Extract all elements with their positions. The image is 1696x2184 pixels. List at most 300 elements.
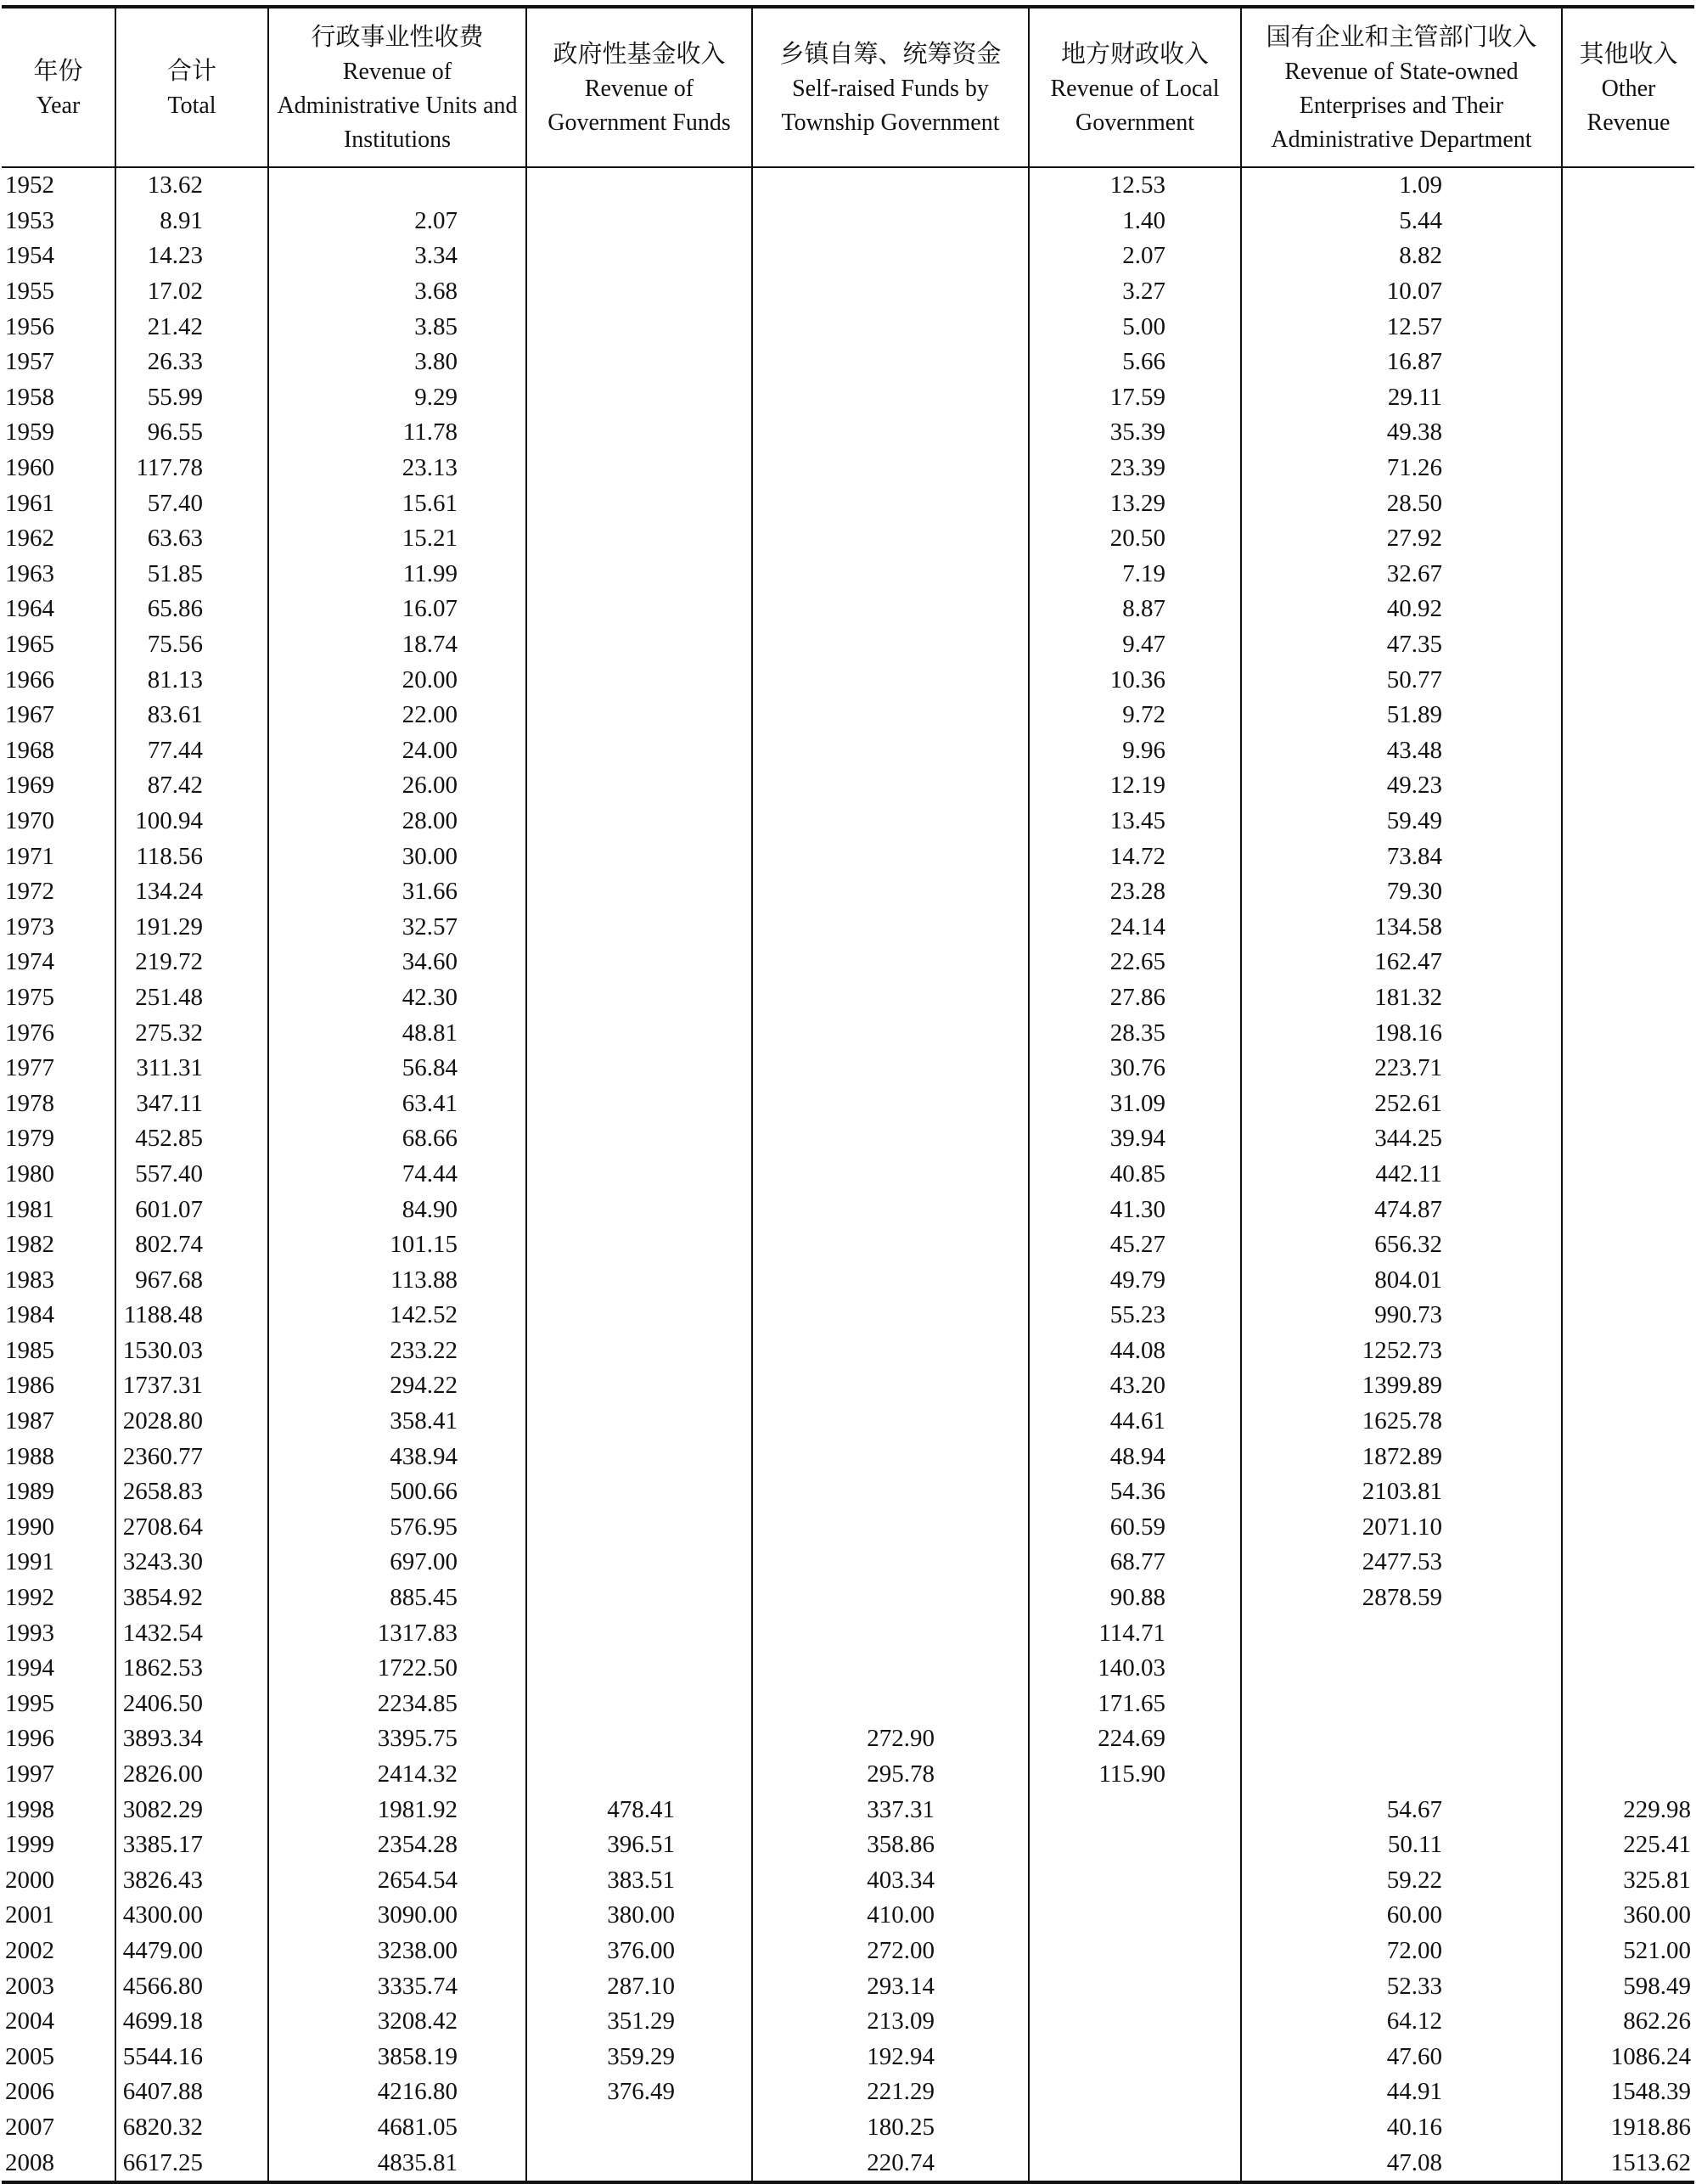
other-revenue-cell <box>1562 204 1694 239</box>
local-government-cell: 5.00 <box>1029 309 1241 345</box>
header-admin-fees <box>268 7 526 167</box>
admin-fees-cell: 18.74 <box>268 627 526 663</box>
government-funds-cell <box>526 239 752 274</box>
township-funds-cell <box>752 521 1029 557</box>
government-funds-cell <box>526 804 752 839</box>
local-government-cell: 115.90 <box>1029 1757 1241 1793</box>
admin-fees-cell: 3208.42 <box>268 2004 526 2040</box>
year-cell: 1955 <box>5 278 54 306</box>
year-cell: 2001 <box>5 1901 54 1929</box>
total-cell: 452.85 <box>115 1121 268 1157</box>
township-funds-cell <box>752 662 1029 698</box>
year-cell: 1967 <box>5 701 54 729</box>
other-revenue-cell: 1918.86 <box>1562 2110 1694 2146</box>
total-cell: 55.99 <box>115 380 268 416</box>
local-government-cell: 13.29 <box>1029 486 1241 521</box>
table-row <box>2 204 1694 239</box>
state-enterprises-cell <box>1241 1757 1562 1793</box>
table-row <box>2 239 1694 274</box>
admin-fees-cell: 16.07 <box>268 592 526 627</box>
total-cell: 51.85 <box>115 557 268 592</box>
state-enterprises-cell: 344.25 <box>1241 1121 1562 1157</box>
township-funds-cell <box>752 557 1029 592</box>
township-funds-cell <box>752 627 1029 663</box>
township-funds-cell: 403.34 <box>752 1863 1029 1899</box>
admin-fees-cell: 15.21 <box>268 521 526 557</box>
township-funds-cell <box>752 204 1029 239</box>
state-enterprises-cell: 49.38 <box>1241 415 1562 451</box>
township-funds-cell: 192.94 <box>752 2039 1029 2075</box>
table-row <box>2 1368 1694 1404</box>
local-government-cell <box>1029 2110 1241 2146</box>
total-cell: 87.42 <box>115 768 268 804</box>
other-revenue-cell <box>1562 1015 1694 1051</box>
year-cell: 1972 <box>5 878 54 906</box>
local-government-cell: 171.65 <box>1029 1687 1241 1722</box>
township-funds-cell: 337.31 <box>752 1792 1029 1827</box>
local-government-cell: 40.85 <box>1029 1157 1241 1193</box>
total-cell: 4566.80 <box>115 1968 268 2004</box>
government-funds-cell <box>526 1086 752 1121</box>
government-funds-cell <box>526 204 752 239</box>
local-government-cell: 5.66 <box>1029 345 1241 380</box>
other-revenue-cell: 521.00 <box>1562 1934 1694 1969</box>
total-cell: 2406.50 <box>115 1687 268 1722</box>
year-cell: 1965 <box>5 631 54 659</box>
township-funds-cell <box>752 1015 1029 1051</box>
other-revenue-cell <box>1562 1298 1694 1333</box>
total-cell: 81.13 <box>115 662 268 698</box>
government-funds-cell <box>526 1651 752 1687</box>
other-revenue-cell <box>1562 662 1694 698</box>
table-row <box>2 1721 1694 1757</box>
local-government-cell <box>1029 1827 1241 1863</box>
government-funds-cell <box>526 2145 752 2182</box>
year-cell: 2006 <box>5 2078 54 2106</box>
admin-fees-cell: 1317.83 <box>268 1615 526 1651</box>
township-funds-cell: 272.90 <box>752 1721 1029 1757</box>
admin-fees-cell: 697.00 <box>268 1545 526 1580</box>
year-cell: 1978 <box>5 1089 54 1117</box>
government-funds-cell <box>526 1121 752 1157</box>
year-cell: 1953 <box>5 206 54 234</box>
table-row <box>2 451 1694 486</box>
other-revenue-cell <box>1562 1157 1694 1193</box>
township-funds-cell <box>752 839 1029 874</box>
other-revenue-cell <box>1562 1051 1694 1086</box>
year-cell: 1986 <box>5 1372 54 1400</box>
year-cell: 1996 <box>5 1725 54 1753</box>
year-cell: 1983 <box>5 1266 54 1294</box>
township-funds-cell <box>752 1439 1029 1474</box>
total-cell: 21.42 <box>115 309 268 345</box>
local-government-cell: 27.86 <box>1029 980 1241 1016</box>
government-funds-cell <box>526 1227 752 1263</box>
state-enterprises-cell: 198.16 <box>1241 1015 1562 1051</box>
table-header <box>2 7 1694 167</box>
admin-fees-cell: 576.95 <box>268 1510 526 1546</box>
table-row <box>2 1333 1694 1369</box>
year-cell: 1973 <box>5 912 54 940</box>
header-zh: 乡镇自筹、统筹资金 <box>779 39 1002 68</box>
admin-fees-cell: 84.90 <box>268 1192 526 1227</box>
header-zh: 行政事业性收费 <box>311 22 484 51</box>
table-row <box>2 309 1694 345</box>
government-funds-cell: 478.41 <box>526 1792 752 1827</box>
state-enterprises-cell: 5.44 <box>1241 204 1562 239</box>
township-funds-cell <box>752 1227 1029 1263</box>
township-funds-cell <box>752 592 1029 627</box>
admin-fees-cell: 23.13 <box>268 451 526 486</box>
government-funds-cell: 376.00 <box>526 1934 752 1969</box>
table-row <box>2 1827 1694 1863</box>
table-row <box>2 380 1694 416</box>
admin-fees-cell: 11.99 <box>268 557 526 592</box>
state-enterprises-cell: 73.84 <box>1241 839 1562 874</box>
local-government-cell: 45.27 <box>1029 1227 1241 1263</box>
total-cell: 3826.43 <box>115 1863 268 1899</box>
other-revenue-cell <box>1562 1192 1694 1227</box>
state-enterprises-cell: 59.49 <box>1241 804 1562 839</box>
header-zh: 年份 <box>33 56 83 85</box>
other-revenue-cell <box>1562 1474 1694 1510</box>
government-funds-cell <box>526 345 752 380</box>
township-funds-cell: 213.09 <box>752 2004 1029 2040</box>
other-revenue-cell <box>1562 1721 1694 1757</box>
year-cell: 1977 <box>5 1054 54 1082</box>
state-enterprises-cell: 71.26 <box>1241 451 1562 486</box>
admin-fees-cell: 142.52 <box>268 1298 526 1333</box>
header-zh: 合计 <box>166 56 216 85</box>
revenue-table <box>2 5 1694 2184</box>
state-enterprises-cell: 59.22 <box>1241 1863 1562 1899</box>
table-body <box>2 167 1694 2182</box>
admin-fees-cell: 2234.85 <box>268 1687 526 1722</box>
table-row <box>2 1898 1694 1934</box>
local-government-cell: 10.36 <box>1029 662 1241 698</box>
local-government-cell: 23.39 <box>1029 451 1241 486</box>
total-cell: 601.07 <box>115 1192 268 1227</box>
admin-fees-cell: 3238.00 <box>268 1934 526 1969</box>
local-government-cell: 23.28 <box>1029 874 1241 910</box>
admin-fees-cell: 11.78 <box>268 415 526 451</box>
table-row <box>2 2004 1694 2040</box>
total-cell: 1432.54 <box>115 1615 268 1651</box>
year-cell: 1998 <box>5 1795 54 1823</box>
other-revenue-cell <box>1562 1404 1694 1440</box>
total-cell: 63.63 <box>115 521 268 557</box>
state-enterprises-cell: 28.50 <box>1241 486 1562 521</box>
local-government-cell: 68.77 <box>1029 1545 1241 1580</box>
admin-fees-cell: 32.57 <box>268 909 526 945</box>
other-revenue-cell <box>1562 592 1694 627</box>
government-funds-cell <box>526 839 752 874</box>
other-revenue-cell <box>1562 486 1694 521</box>
township-funds-cell: 358.86 <box>752 1827 1029 1863</box>
total-cell: 57.40 <box>115 486 268 521</box>
government-funds-cell <box>526 1439 752 1474</box>
total-cell: 1188.48 <box>115 1298 268 1333</box>
total-cell: 1737.31 <box>115 1368 268 1404</box>
local-government-cell: 22.65 <box>1029 945 1241 980</box>
total-cell: 96.55 <box>115 415 268 451</box>
other-revenue-cell: 1513.62 <box>1562 2145 1694 2182</box>
year-cell: 1988 <box>5 1442 54 1470</box>
township-funds-cell <box>752 274 1029 310</box>
admin-fees-cell: 68.66 <box>268 1121 526 1157</box>
local-government-cell: 44.08 <box>1029 1333 1241 1369</box>
header-zh: 国有企业和主管部门收入 <box>1266 22 1537 51</box>
state-enterprises-cell: 51.89 <box>1241 698 1562 733</box>
state-enterprises-cell: 181.32 <box>1241 980 1562 1016</box>
local-government-cell: 9.96 <box>1029 733 1241 769</box>
total-cell: 4699.18 <box>115 2004 268 2040</box>
state-enterprises-cell: 32.67 <box>1241 557 1562 592</box>
admin-fees-cell: 42.30 <box>268 980 526 1016</box>
local-government-cell: 224.69 <box>1029 1721 1241 1757</box>
admin-fees-cell: 30.00 <box>268 839 526 874</box>
year-cell: 1969 <box>5 772 54 800</box>
other-revenue-cell <box>1562 451 1694 486</box>
other-revenue-cell <box>1562 1651 1694 1687</box>
header-en: Revenue of Local Government <box>1050 76 1220 136</box>
total-cell: 2826.00 <box>115 1757 268 1793</box>
table-row <box>2 1262 1694 1298</box>
other-revenue-cell <box>1562 804 1694 839</box>
other-revenue-cell: 862.26 <box>1562 2004 1694 2040</box>
state-enterprises-cell <box>1241 1721 1562 1757</box>
local-government-cell: 48.94 <box>1029 1439 1241 1474</box>
local-government-cell <box>1029 2075 1241 2110</box>
township-funds-cell <box>752 1333 1029 1369</box>
year-cell: 1981 <box>5 1195 54 1223</box>
other-revenue-cell <box>1562 380 1694 416</box>
year-cell: 1974 <box>5 948 54 976</box>
admin-fees-cell: 1722.50 <box>268 1651 526 1687</box>
year-cell: 1963 <box>5 559 54 587</box>
admin-fees-cell: 500.66 <box>268 1474 526 1510</box>
other-revenue-cell <box>1562 1545 1694 1580</box>
local-government-cell: 13.45 <box>1029 804 1241 839</box>
year-cell: 1952 <box>5 171 54 199</box>
admin-fees-cell: 26.00 <box>268 768 526 804</box>
admin-fees-cell: 2414.32 <box>268 1757 526 1793</box>
table-row <box>2 1757 1694 1793</box>
other-revenue-cell <box>1562 1086 1694 1121</box>
header-local-government <box>1029 7 1241 167</box>
township-funds-cell <box>752 733 1029 769</box>
total-cell: 802.74 <box>115 1227 268 1263</box>
admin-fees-cell: 3858.19 <box>268 2039 526 2075</box>
other-revenue-cell <box>1562 1510 1694 1546</box>
local-government-cell: 9.47 <box>1029 627 1241 663</box>
local-government-cell: 114.71 <box>1029 1615 1241 1651</box>
state-enterprises-cell: 27.92 <box>1241 521 1562 557</box>
other-revenue-cell <box>1562 521 1694 557</box>
table-row <box>2 1298 1694 1333</box>
total-cell: 100.94 <box>115 804 268 839</box>
total-cell: 6617.25 <box>115 2145 268 2182</box>
government-funds-cell <box>526 874 752 910</box>
other-revenue-cell: 229.98 <box>1562 1792 1694 1827</box>
header-zh: 其他收入 <box>1579 39 1678 68</box>
state-enterprises-cell: 12.57 <box>1241 309 1562 345</box>
local-government-cell: 8.87 <box>1029 592 1241 627</box>
year-cell: 1970 <box>5 806 54 834</box>
year-cell: 1994 <box>5 1654 54 1682</box>
total-cell: 2028.80 <box>115 1404 268 1440</box>
header-zh: 政府性基金收入 <box>553 39 726 68</box>
admin-fees-cell <box>268 167 526 204</box>
header-government-funds <box>526 7 752 167</box>
state-enterprises-cell: 64.12 <box>1241 2004 1562 2040</box>
government-funds-cell <box>526 1262 752 1298</box>
township-funds-cell <box>752 768 1029 804</box>
year-cell: 2002 <box>5 1936 54 1964</box>
admin-fees-cell: 24.00 <box>268 733 526 769</box>
township-funds-cell: 272.00 <box>752 1934 1029 1969</box>
year-cell: 1979 <box>5 1125 54 1153</box>
government-funds-cell <box>526 945 752 980</box>
township-funds-cell <box>752 1510 1029 1546</box>
government-funds-cell: 396.51 <box>526 1827 752 1863</box>
year-cell: 1954 <box>5 242 54 270</box>
other-revenue-cell <box>1562 1262 1694 1298</box>
other-revenue-cell <box>1562 1439 1694 1474</box>
table-row <box>2 1545 1694 1580</box>
admin-fees-cell: 31.66 <box>268 874 526 910</box>
state-enterprises-cell <box>1241 1687 1562 1722</box>
township-funds-cell: 180.25 <box>752 2110 1029 2146</box>
total-cell: 3893.34 <box>115 1721 268 1757</box>
state-enterprises-cell: 1872.89 <box>1241 1439 1562 1474</box>
year-cell: 1993 <box>5 1619 54 1647</box>
state-enterprises-cell: 656.32 <box>1241 1227 1562 1263</box>
state-enterprises-cell: 49.23 <box>1241 768 1562 804</box>
township-funds-cell <box>752 1262 1029 1298</box>
government-funds-cell <box>526 909 752 945</box>
state-enterprises-cell: 223.71 <box>1241 1051 1562 1086</box>
total-cell: 1862.53 <box>115 1651 268 1687</box>
township-funds-cell <box>752 980 1029 1016</box>
table-row <box>2 592 1694 627</box>
year-cell: 1956 <box>5 312 54 340</box>
state-enterprises-cell: 79.30 <box>1241 874 1562 910</box>
government-funds-cell <box>526 1687 752 1722</box>
admin-fees-cell: 3.80 <box>268 345 526 380</box>
total-cell: 3243.30 <box>115 1545 268 1580</box>
government-funds-cell: 376.49 <box>526 2075 752 2110</box>
admin-fees-cell: 63.41 <box>268 1086 526 1121</box>
total-cell: 8.91 <box>115 204 268 239</box>
table-row <box>2 839 1694 874</box>
local-government-cell: 2.07 <box>1029 239 1241 274</box>
total-cell: 13.62 <box>115 167 268 204</box>
state-enterprises-cell: 8.82 <box>1241 239 1562 274</box>
township-funds-cell: 293.14 <box>752 1968 1029 2004</box>
table-row <box>2 2145 1694 2182</box>
admin-fees-cell: 3.68 <box>268 274 526 310</box>
township-funds-cell <box>752 239 1029 274</box>
total-cell: 3385.17 <box>115 1827 268 1863</box>
other-revenue-cell <box>1562 1227 1694 1263</box>
table-row <box>2 345 1694 380</box>
township-funds-cell <box>752 945 1029 980</box>
year-cell: 1984 <box>5 1301 54 1329</box>
year-cell: 1958 <box>5 383 54 411</box>
local-government-cell <box>1029 2145 1241 2182</box>
header-en: Revenue of Administrative Units and Institutions <box>277 59 518 153</box>
year-cell: 1976 <box>5 1019 54 1047</box>
local-government-cell: 60.59 <box>1029 1510 1241 1546</box>
admin-fees-cell: 294.22 <box>268 1368 526 1404</box>
government-funds-cell <box>526 1721 752 1757</box>
year-cell: 1985 <box>5 1336 54 1364</box>
year-cell: 1990 <box>5 1513 54 1541</box>
local-government-cell: 49.79 <box>1029 1262 1241 1298</box>
other-revenue-cell <box>1562 1333 1694 1369</box>
government-funds-cell <box>526 1615 752 1651</box>
table-row <box>2 662 1694 698</box>
admin-fees-cell: 34.60 <box>268 945 526 980</box>
total-cell: 75.56 <box>115 627 268 663</box>
state-enterprises-cell: 10.07 <box>1241 274 1562 310</box>
table-row <box>2 733 1694 769</box>
state-enterprises-cell: 1252.73 <box>1241 1333 1562 1369</box>
year-cell: 2007 <box>5 2113 54 2141</box>
state-enterprises-cell: 40.16 <box>1241 2110 1562 2146</box>
state-enterprises-cell: 990.73 <box>1241 1298 1562 1333</box>
township-funds-cell: 221.29 <box>752 2075 1029 2110</box>
table-row <box>2 1615 1694 1651</box>
local-government-cell: 1.40 <box>1029 204 1241 239</box>
township-funds-cell <box>752 1687 1029 1722</box>
table-row <box>2 1192 1694 1227</box>
township-funds-cell <box>752 698 1029 733</box>
header-row <box>2 7 1694 167</box>
local-government-cell: 31.09 <box>1029 1086 1241 1121</box>
table-row <box>2 1792 1694 1827</box>
table-row <box>2 557 1694 592</box>
total-cell: 1530.03 <box>115 1333 268 1369</box>
total-cell: 118.56 <box>115 839 268 874</box>
state-enterprises-cell: 252.61 <box>1241 1086 1562 1121</box>
year-cell: 2008 <box>5 2148 54 2176</box>
state-enterprises-cell: 16.87 <box>1241 345 1562 380</box>
township-funds-cell <box>752 1051 1029 1086</box>
table-row <box>2 874 1694 910</box>
township-funds-cell: 410.00 <box>752 1898 1029 1934</box>
total-cell: 2658.83 <box>115 1474 268 1510</box>
local-government-cell: 20.50 <box>1029 521 1241 557</box>
government-funds-cell <box>526 486 752 521</box>
local-government-cell: 9.72 <box>1029 698 1241 733</box>
other-revenue-cell <box>1562 698 1694 733</box>
header-en: Self-raised Funds by Township Government <box>781 76 1000 136</box>
township-funds-cell <box>752 909 1029 945</box>
local-government-cell: 30.76 <box>1029 1051 1241 1086</box>
state-enterprises-cell: 50.77 <box>1241 662 1562 698</box>
table-row <box>2 1580 1694 1616</box>
year-cell: 1992 <box>5 1584 54 1612</box>
admin-fees-cell: 28.00 <box>268 804 526 839</box>
admin-fees-cell: 9.29 <box>268 380 526 416</box>
header-en: Total <box>167 93 216 119</box>
government-funds-cell <box>526 1298 752 1333</box>
admin-fees-cell: 885.45 <box>268 1580 526 1616</box>
township-funds-cell <box>752 1368 1029 1404</box>
admin-fees-cell: 3.85 <box>268 309 526 345</box>
